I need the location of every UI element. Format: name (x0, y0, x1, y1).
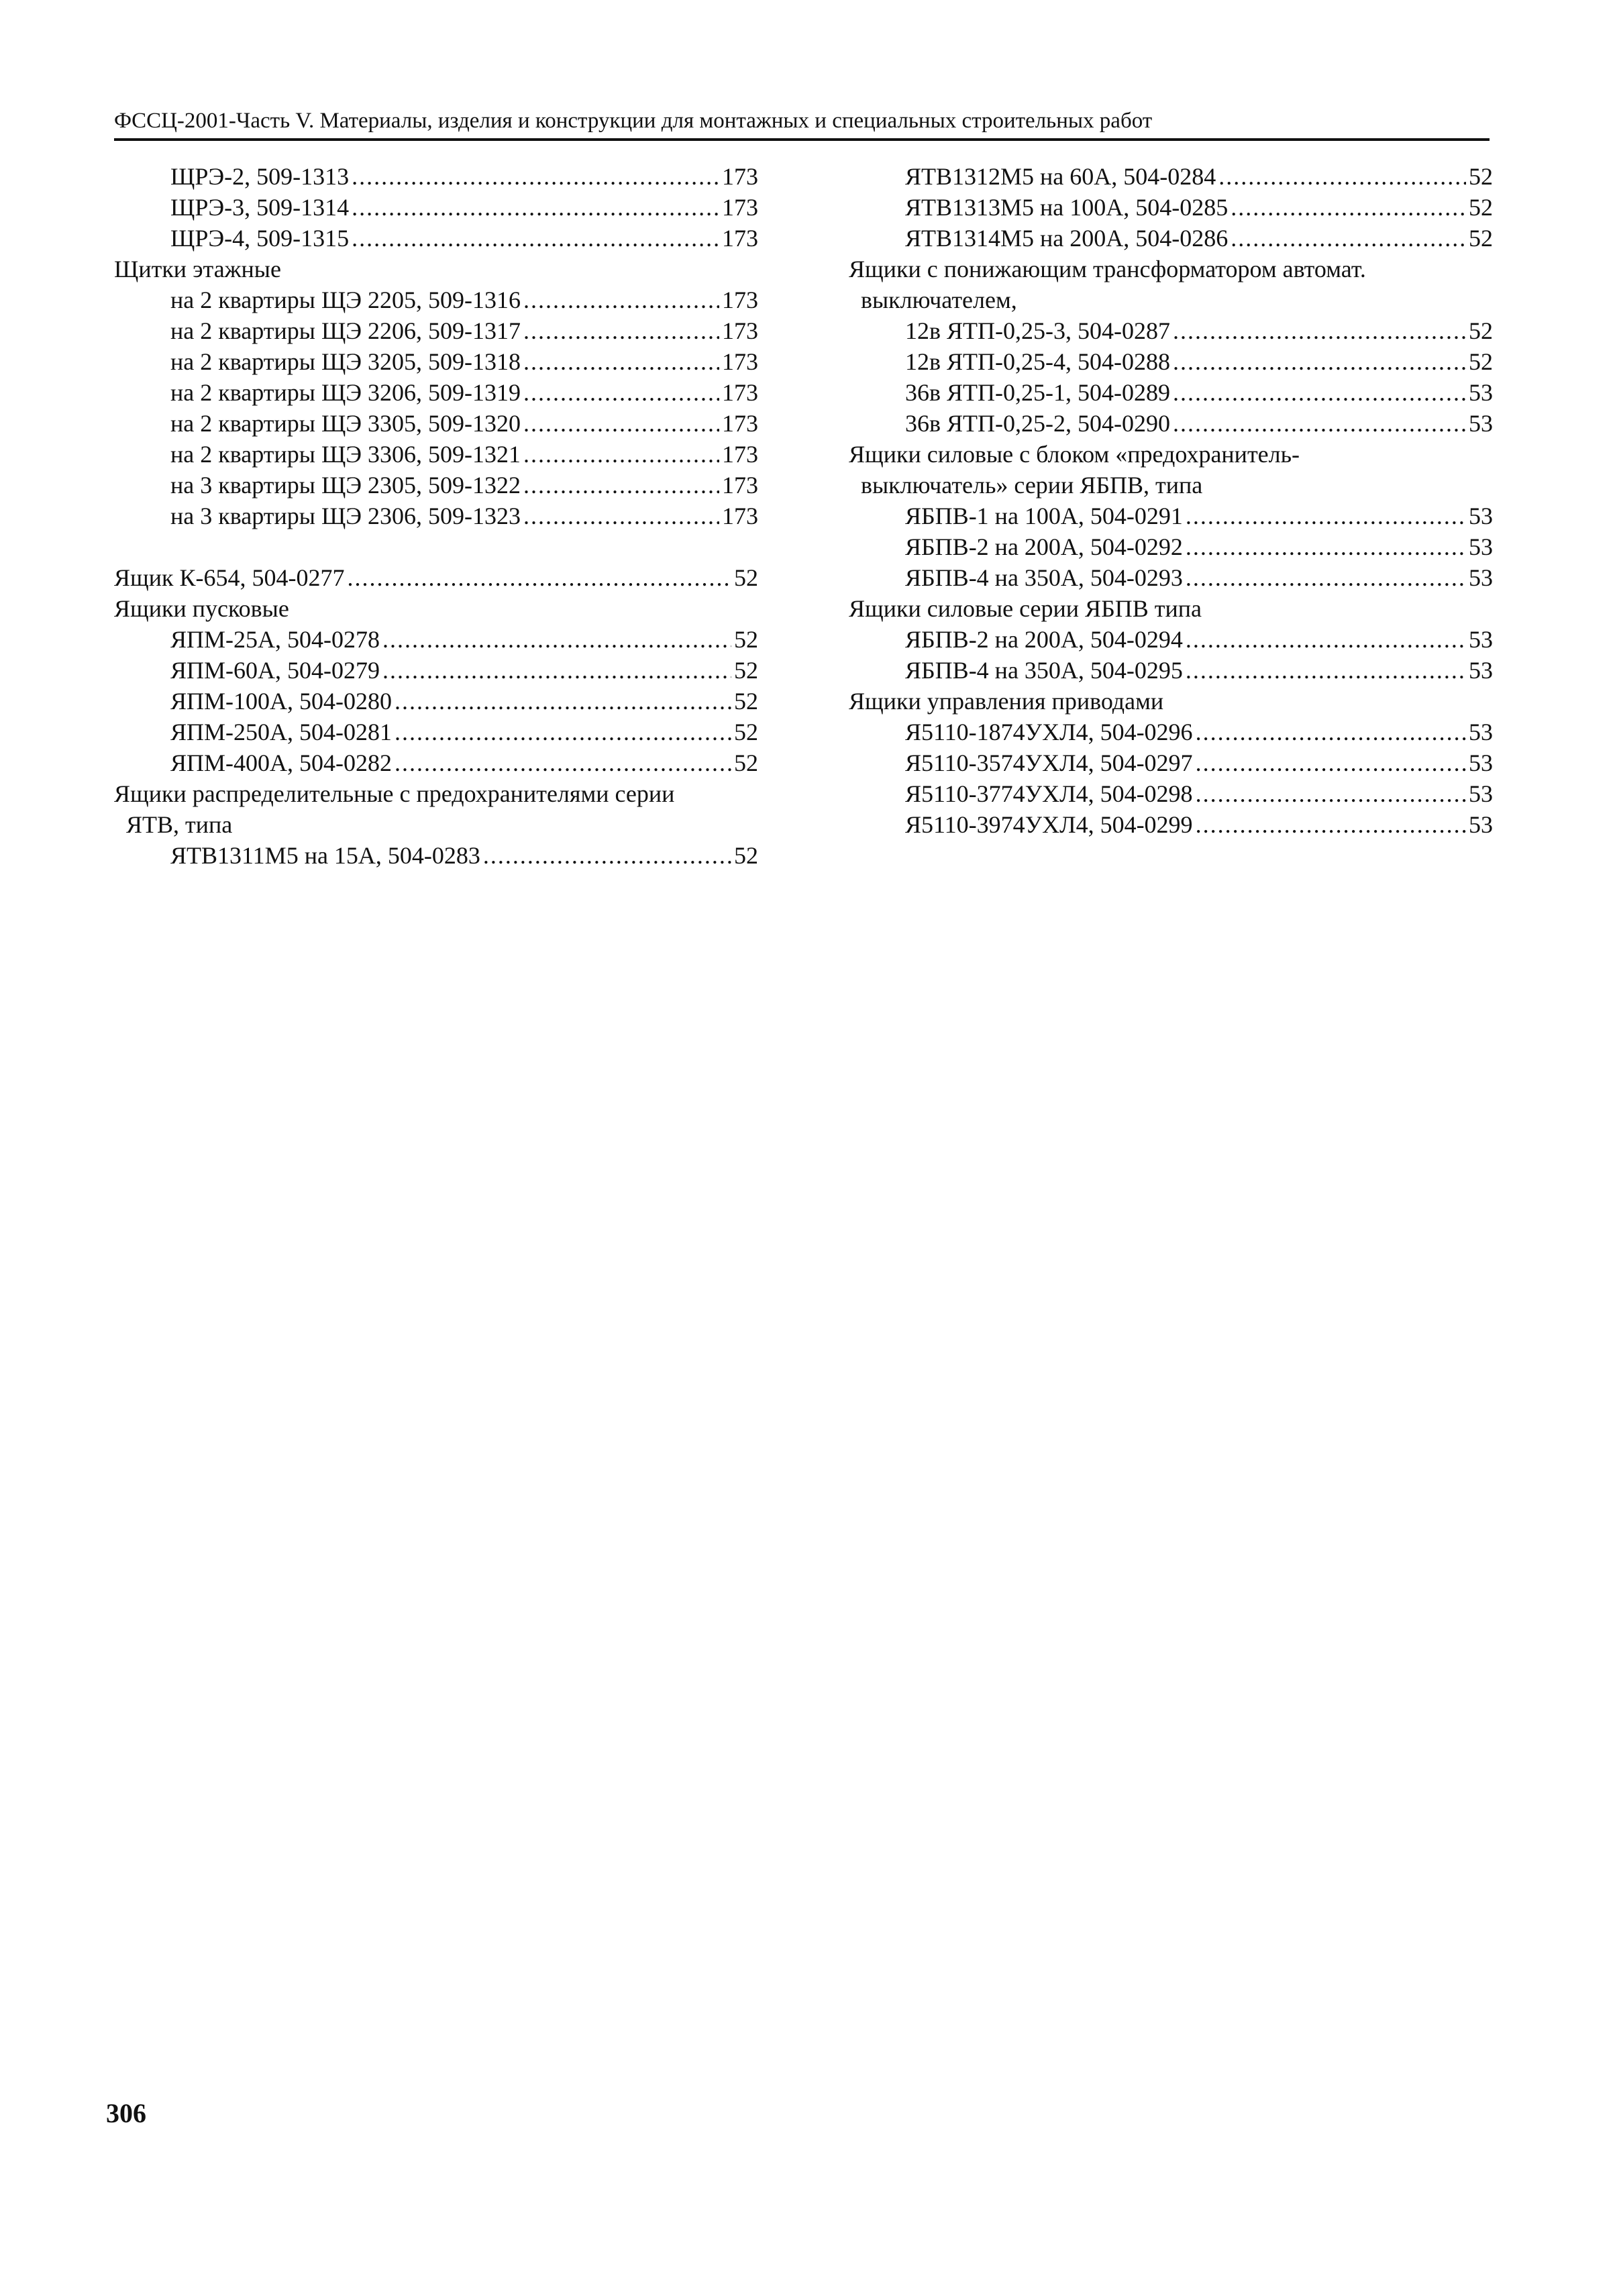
index-entry-page: 173 (722, 410, 758, 437)
index-entry-label: ЯБПВ-2 на 200А, 504-0294 (905, 626, 1183, 653)
index-entry (114, 501, 758, 531)
index-entry-page: 52 (734, 719, 758, 745)
index-heading-line: выключатель» серии ЯБПВ, типа (861, 472, 1203, 499)
index-entry-page: 173 (722, 379, 758, 406)
index-entry-page: 173 (722, 194, 758, 221)
dot-leader (523, 284, 719, 315)
index-entry (849, 655, 1493, 686)
dot-leader (1186, 624, 1466, 655)
dot-leader (352, 223, 719, 254)
dot-leader (1196, 717, 1466, 747)
index-entry-page: 173 (722, 163, 758, 190)
index-entry (114, 223, 758, 254)
dot-leader (1196, 809, 1466, 840)
dot-leader (347, 562, 731, 593)
dot-leader (352, 161, 719, 192)
index-entry (849, 562, 1493, 593)
index-entry-label: на 3 квартиры ЩЭ 2306, 509-1323 (170, 503, 521, 529)
dot-leader (1186, 501, 1466, 531)
index-entry-label: Ящик К-654, 504-0277 (114, 564, 345, 591)
page-number: 306 (106, 2098, 146, 2128)
index-entry (849, 717, 1493, 747)
index-entry (849, 747, 1493, 778)
index-entry-label: ЯПМ-250А, 504-0281 (170, 719, 392, 745)
index-heading-line: Ящики распределительные с предохранителями серии (114, 780, 675, 807)
dot-leader (1173, 377, 1466, 408)
index-entry (114, 562, 758, 593)
index-entry (849, 624, 1493, 655)
index-entry (114, 686, 758, 717)
index-heading-drive-control-boxes: Ящики управления приводами (849, 688, 1164, 715)
index-entry-page: 53 (1469, 749, 1493, 776)
index-entry-label: 36в ЯТП-0,25-2, 504-0290 (905, 410, 1170, 437)
dot-leader (1173, 408, 1466, 439)
dot-leader (523, 315, 719, 346)
index-entry-label: на 2 квартиры ЩЭ 3206, 509-1319 (170, 379, 521, 406)
dot-leader (1186, 562, 1466, 593)
index-entry-page: 53 (1469, 811, 1493, 838)
index-entry-page: 52 (1469, 194, 1493, 221)
index-entry-label: 12в ЯТП-0,25-3, 504-0287 (905, 317, 1170, 344)
index-heading-floor-panels: Щитки этажные (114, 256, 281, 282)
index-entry-page: 173 (722, 225, 758, 252)
index-entry-label: ЯТВ1311М5 на 15А, 504-0283 (170, 842, 480, 869)
index-entry-page: 52 (1469, 317, 1493, 344)
index-entry (849, 377, 1493, 408)
dot-leader (523, 501, 719, 531)
dot-leader (1231, 192, 1466, 223)
index-entry (114, 717, 758, 747)
index-entry-label: ЯПМ-60А, 504-0279 (170, 657, 380, 684)
dot-leader (382, 624, 731, 655)
index-entry (849, 315, 1493, 346)
index-entry-label: Я5110-3774УХЛ4, 504-0298 (905, 780, 1193, 807)
index-entry-page: 173 (722, 286, 758, 313)
index-entry-label: ЯБПВ-2 на 200А, 504-0292 (905, 533, 1183, 560)
index-heading-line: Ящики силовые с блоком «предохранитель- (849, 441, 1300, 468)
index-entry-page: 52 (1469, 163, 1493, 190)
index-entry-label: ЯПМ-100А, 504-0280 (170, 688, 392, 715)
dot-leader (1173, 315, 1466, 346)
index-heading-line: ЯТВ, типа (126, 811, 233, 838)
index-entry-page: 53 (1469, 719, 1493, 745)
index-entry-page: 173 (722, 348, 758, 375)
index-entry-page: 52 (734, 749, 758, 776)
index-heading-line: Ящики с понижающим трансформатором автомат. (849, 256, 1366, 282)
dot-leader (1231, 223, 1466, 254)
index-entry (114, 284, 758, 315)
index-entry-label: ЩРЭ-3, 509-1314 (170, 194, 350, 221)
index-entry (849, 501, 1493, 531)
index-heading-distribution-boxes (114, 778, 758, 840)
dot-leader (395, 686, 731, 717)
index-entry (114, 655, 758, 686)
dot-leader (1186, 655, 1466, 686)
index-entry-page: 53 (1469, 657, 1493, 684)
index-entry-page: 53 (1469, 564, 1493, 591)
index-entry (849, 809, 1493, 840)
index-entry (849, 531, 1493, 562)
index-entry (114, 840, 758, 871)
index-entry-label: на 3 квартиры ЩЭ 2305, 509-1322 (170, 472, 521, 499)
index-entry-page: 52 (734, 657, 758, 684)
running-header (114, 107, 1490, 141)
index-entry-label: на 2 квартиры ЩЭ 2205, 509-1316 (170, 286, 521, 313)
index-entry (114, 346, 758, 377)
dot-leader (382, 655, 731, 686)
dot-leader (523, 470, 719, 501)
index-entry-label: ЯПМ-400А, 504-0282 (170, 749, 392, 776)
index-entry-page: 53 (1469, 410, 1493, 437)
index-entry-page: 52 (734, 842, 758, 869)
index-heading-power-series-boxes: Ящики силовые серии ЯБПВ типа (849, 595, 1202, 622)
index-entry (114, 161, 758, 192)
index-entry-page: 53 (1469, 626, 1493, 653)
index-entry-page: 53 (1469, 780, 1493, 807)
index-entry-label: Я5110-3974УХЛ4, 504-0299 (905, 811, 1193, 838)
dot-leader (523, 377, 719, 408)
index-entry (114, 439, 758, 470)
index-entry (114, 377, 758, 408)
dot-leader (523, 439, 719, 470)
index-entry-label: Я5110-1874УХЛ4, 504-0296 (905, 719, 1193, 745)
index-entry-label: 12в ЯТП-0,25-4, 504-0288 (905, 348, 1170, 375)
index-heading-line: выключателем, (861, 286, 1017, 313)
dot-leader (1196, 778, 1466, 809)
index-entry-page: 53 (1469, 533, 1493, 560)
index-entry (849, 223, 1493, 254)
index-entry-label: ЯБПВ-1 на 100А, 504-0291 (905, 503, 1183, 529)
index-entry-label: ЯПМ-25А, 504-0278 (170, 626, 380, 653)
index-entry (114, 470, 758, 501)
index-entry-label: ЯТВ1314М5 на 200А, 504-0286 (905, 225, 1229, 252)
index-entry-page: 173 (722, 503, 758, 529)
index-entry-page: 173 (722, 317, 758, 344)
index-entry (849, 161, 1493, 192)
index-entry-page: 173 (722, 441, 758, 468)
index-entry-page: 52 (1469, 225, 1493, 252)
index-entry (114, 624, 758, 655)
index-entry (849, 346, 1493, 377)
dot-leader (1186, 531, 1466, 562)
dot-leader (523, 346, 719, 377)
dot-leader (395, 747, 731, 778)
index-entry-label: на 2 квартиры ЩЭ 3305, 509-1320 (170, 410, 521, 437)
dot-leader (1173, 346, 1466, 377)
index-entry-label: ЩРЭ-2, 509-1313 (170, 163, 350, 190)
index-entry-label: на 2 квартиры ЩЭ 2206, 509-1317 (170, 317, 521, 344)
dot-leader (395, 717, 731, 747)
index-entry-page: 53 (1469, 503, 1493, 529)
index-entry-page: 52 (734, 564, 758, 591)
index-entry-label: ЯТВ1313М5 на 100А, 504-0285 (905, 194, 1229, 221)
index-entry-label: на 2 квартиры ЩЭ 3306, 509-1321 (170, 441, 521, 468)
index-entry-label: ЯТВ1312М5 на 60А, 504-0284 (905, 163, 1216, 190)
index-entry-page: 53 (1469, 379, 1493, 406)
dot-leader (1218, 161, 1466, 192)
index-column-right (849, 161, 1493, 840)
blank-line (114, 531, 758, 562)
index-heading-power-block-boxes (849, 439, 1493, 501)
dot-leader (1196, 747, 1466, 778)
index-entry (114, 192, 758, 223)
index-entry (114, 408, 758, 439)
index-entry (114, 315, 758, 346)
index-entry (849, 778, 1493, 809)
index-entry-label: на 2 квартиры ЩЭ 3205, 509-1318 (170, 348, 521, 375)
index-entry-page: 52 (1469, 348, 1493, 375)
dot-leader (483, 840, 731, 871)
index-entry-page: 173 (722, 472, 758, 499)
index-column-left (114, 161, 758, 871)
index-entry-label: ЩРЭ-4, 509-1315 (170, 225, 350, 252)
index-entry (849, 408, 1493, 439)
index-heading-start-boxes: Ящики пусковые (114, 595, 289, 622)
index-entry-label: ЯБПВ-4 на 350А, 504-0293 (905, 564, 1183, 591)
running-header-title: ФССЦ-2001-Часть V. Материалы, изделия и конструкции для монтажных и специальных строительных работ (114, 109, 1153, 133)
index-entry-label: ЯБПВ-4 на 350А, 504-0295 (905, 657, 1183, 684)
index-entry (114, 747, 758, 778)
index-entry-label: Я5110-3574УХЛ4, 504-0297 (905, 749, 1193, 776)
index-entry-page: 52 (734, 626, 758, 653)
dot-leader (352, 192, 719, 223)
dot-leader (523, 408, 719, 439)
index-heading-transformer-boxes (849, 254, 1493, 315)
index-entry-page: 52 (734, 688, 758, 715)
index-entry (849, 192, 1493, 223)
index-entry-label: 36в ЯТП-0,25-1, 504-0289 (905, 379, 1170, 406)
